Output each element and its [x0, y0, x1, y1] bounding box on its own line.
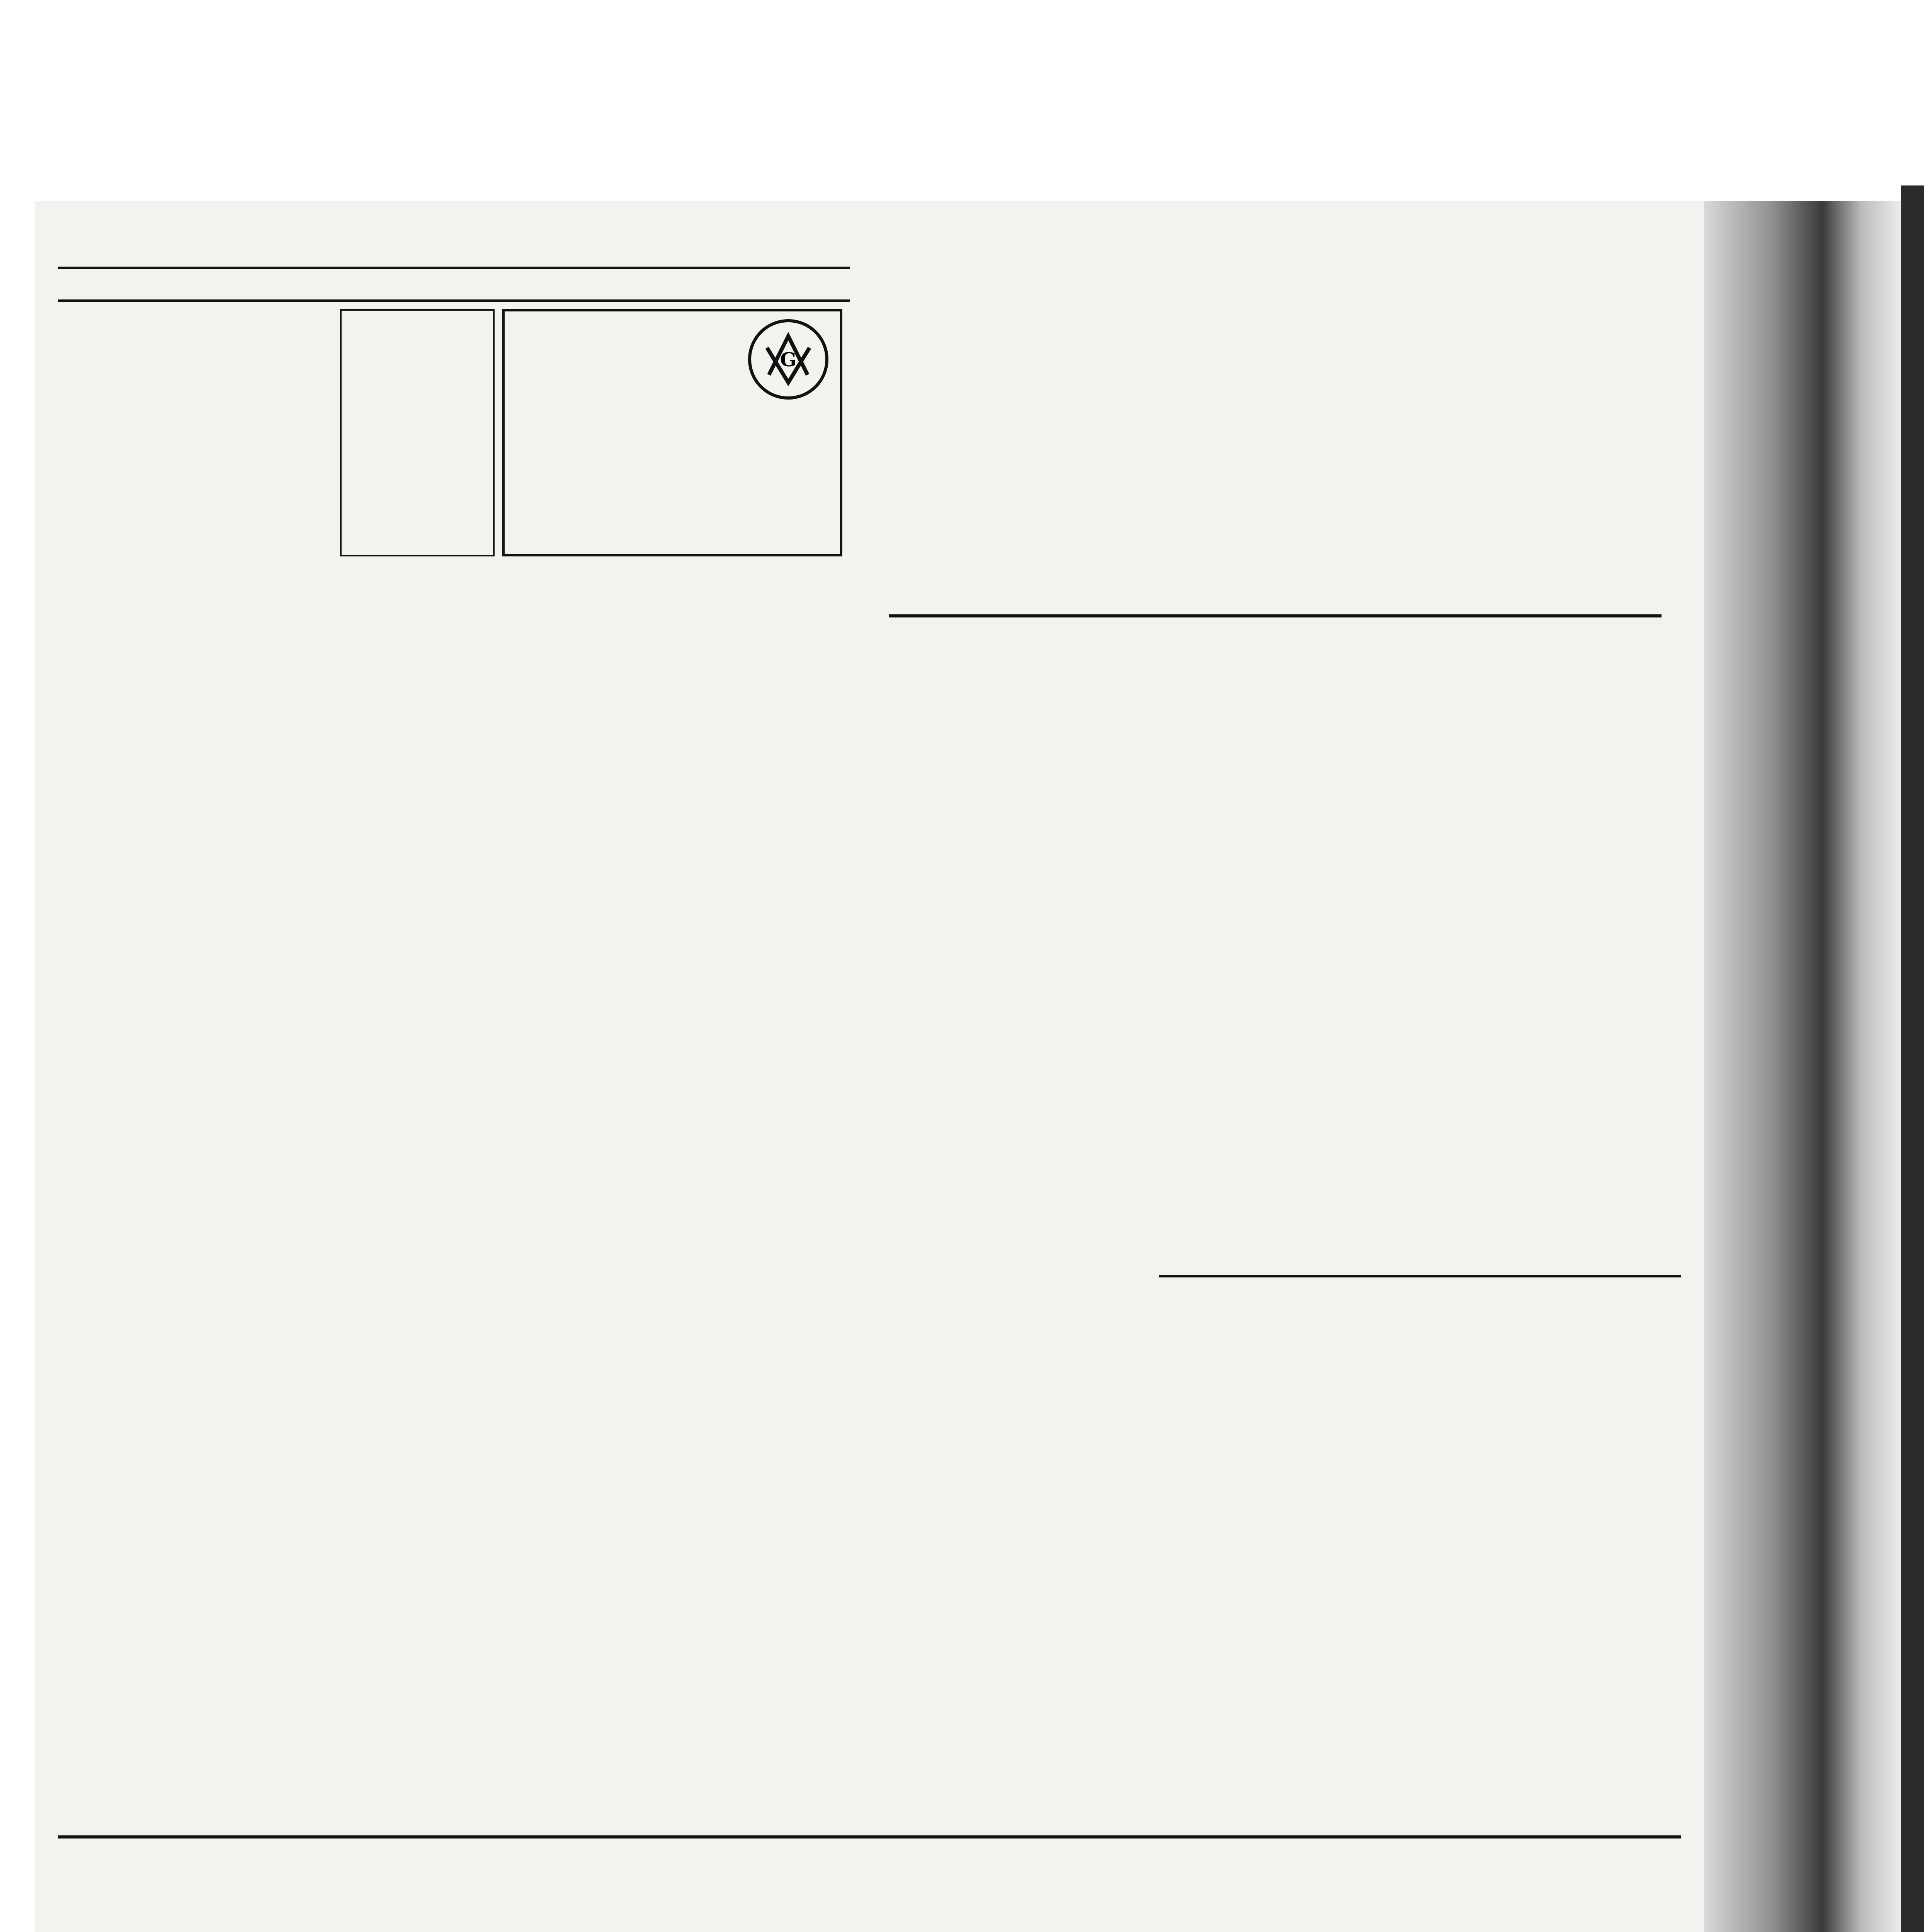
- queen-headline: [1596, 1287, 1673, 1673]
- weather-label: [462, 315, 489, 407]
- masthead-rule: [889, 614, 1662, 617]
- hijack-headline: [958, 881, 1016, 1345]
- section-rule: [1159, 1275, 1681, 1277]
- book-binding: [1704, 201, 1901, 1932]
- queen-body: [1430, 1287, 1592, 1673]
- weather-box: [340, 309, 495, 556]
- mexico-headline: [889, 1492, 966, 1839]
- masonic-emblem-icon: [746, 317, 831, 402]
- date-strip-bottom: [58, 299, 850, 302]
- emblem-text: [773, 410, 800, 549]
- binding-edge: [1901, 185, 1924, 1932]
- provincial-kicker: [811, 1372, 850, 1719]
- price-line: [701, 323, 728, 539]
- weather-line: [377, 411, 400, 550]
- date-strip-top: [58, 267, 850, 269]
- trade-headline: [1005, 1391, 1082, 1739]
- main-kicker: [1623, 676, 1662, 1256]
- food-headline: [1376, 1391, 1422, 1662]
- main-headline-2: [1399, 688, 1492, 1267]
- lower-section-rule: [58, 1835, 1681, 1838]
- hongkong-headline: [657, 889, 703, 1236]
- food-body: [1198, 1391, 1368, 1739]
- main-headline-1: [1507, 688, 1607, 1267]
- pm-headline: [425, 1553, 464, 1824]
- price-line: [670, 323, 697, 539]
- us-china-body: [62, 908, 355, 1294]
- engineer-headline: [1121, 1391, 1198, 1739]
- svg-text:G: G: [780, 348, 797, 371]
- us-china-headline: [371, 572, 429, 1151]
- main-article-body: [1043, 672, 1383, 1252]
- provincial-headline: [726, 1383, 804, 1886]
- weather-line: [404, 411, 427, 550]
- dateline-lunar: [850, 270, 885, 618]
- gandhi-headline: [240, 1584, 317, 1893]
- price-line: [639, 323, 666, 539]
- article-body-left-top: [62, 309, 332, 889]
- rcmp-headline: [835, 1839, 912, 1932]
- provincial-body: [464, 1372, 711, 1874]
- weather-line: [431, 411, 454, 550]
